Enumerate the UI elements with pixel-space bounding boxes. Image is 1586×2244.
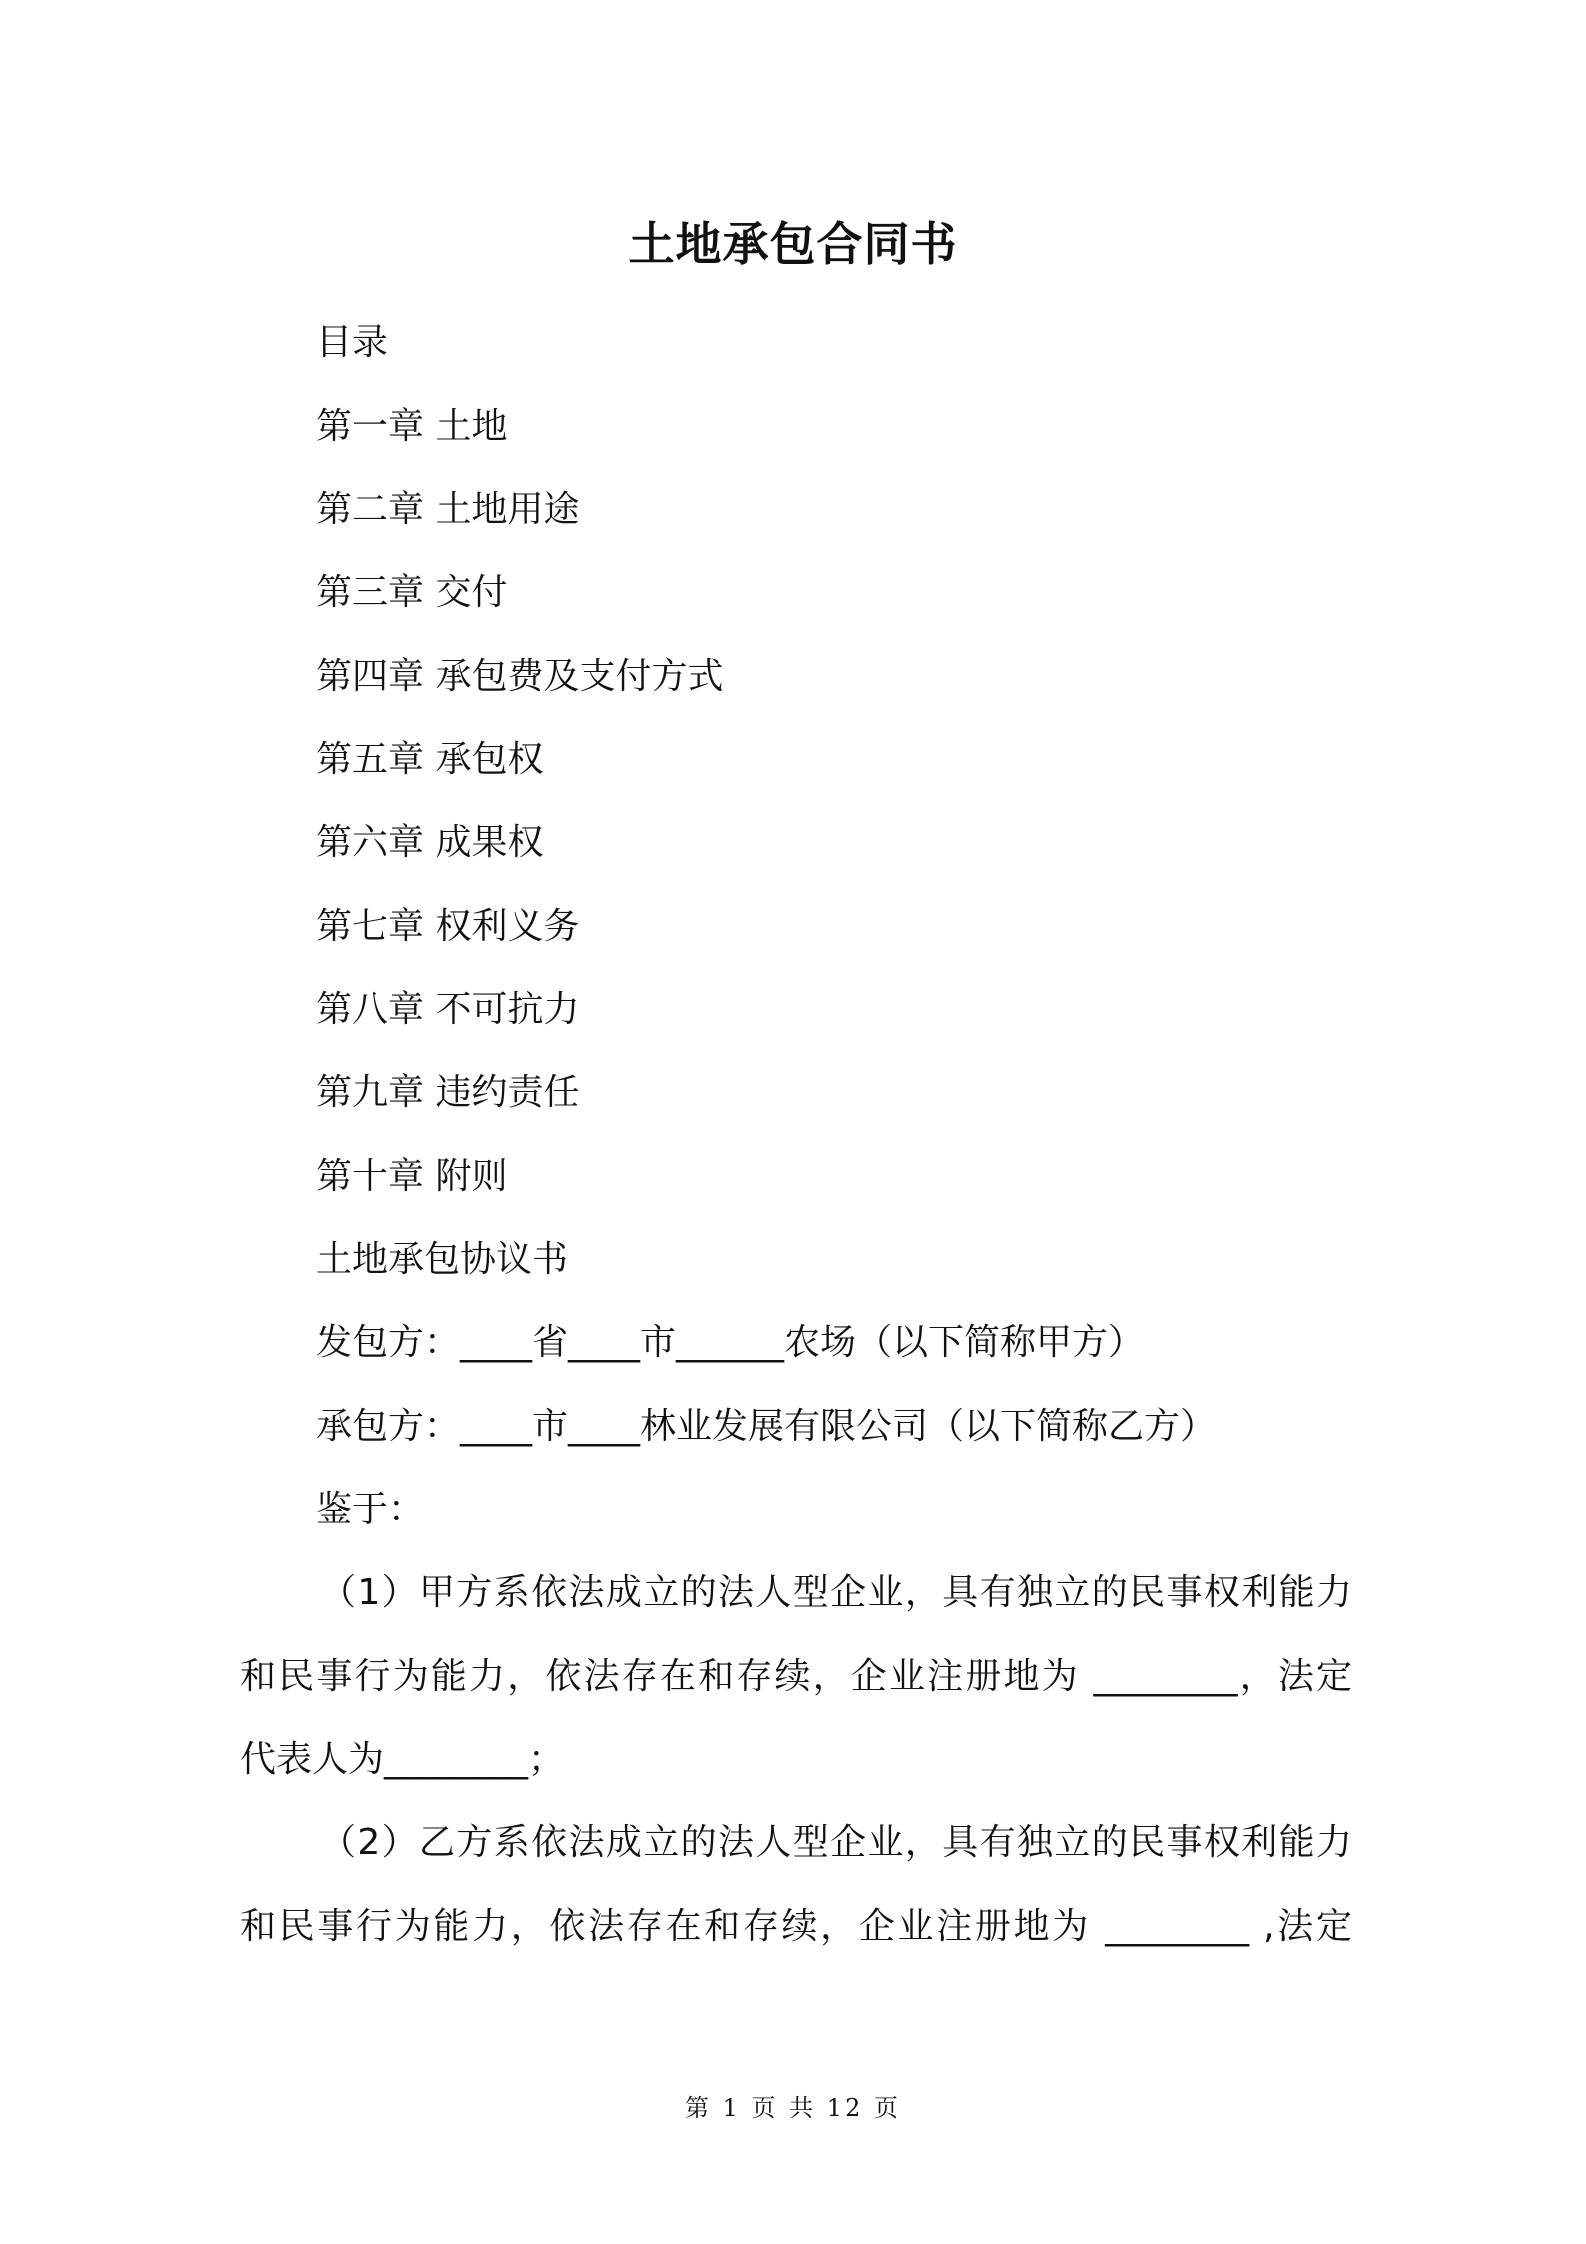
paragraph-line: 和民事行为能力，依法存在和存续，企业注册地为 ________，法定 — [240, 1656, 1352, 1697]
toc-item: 第十章 附则 — [316, 1156, 508, 1197]
agreement-title: 土地承包协议书 — [316, 1239, 569, 1280]
toc-item: 第四章 承包费及支付方式 — [316, 656, 724, 697]
paragraph-line: 代表人为________； — [240, 1739, 565, 1780]
party-a-line: 发包方：____省____市______农场（以下简称甲方） — [316, 1322, 1145, 1363]
toc-item: 第七章 权利义务 — [316, 906, 580, 947]
document-title: 土地承包合同书 — [628, 217, 958, 271]
paragraph-line: 和民事行为能力，依法存在和存续，企业注册地为 ________ ,法定 — [240, 1906, 1352, 1947]
party-b-line: 承包方：____市____林业发展有限公司（以下简称乙方） — [316, 1406, 1217, 1447]
toc-item: 第二章 土地用途 — [316, 489, 580, 530]
page-footer: 第 1 页 共 12 页 — [685, 2094, 901, 2122]
whereas-heading: 鉴于： — [316, 1489, 425, 1530]
toc-item: 第九章 违约责任 — [316, 1072, 580, 1113]
toc-item: 第三章 交付 — [316, 572, 508, 613]
paragraph-line: （2）乙方系依法成立的法人型企业，具有独立的民事权利能力 — [320, 1822, 1352, 1863]
toc-item: 第八章 不可抗力 — [316, 989, 580, 1030]
toc-item: 第六章 成果权 — [316, 822, 544, 863]
toc-item: 第五章 承包权 — [316, 739, 544, 780]
paragraph-line: （1）甲方系依法成立的法人型企业，具有独立的民事权利能力 — [320, 1572, 1352, 1613]
toc-heading: 目录 — [316, 322, 389, 363]
toc-item: 第一章 土地 — [316, 406, 508, 447]
